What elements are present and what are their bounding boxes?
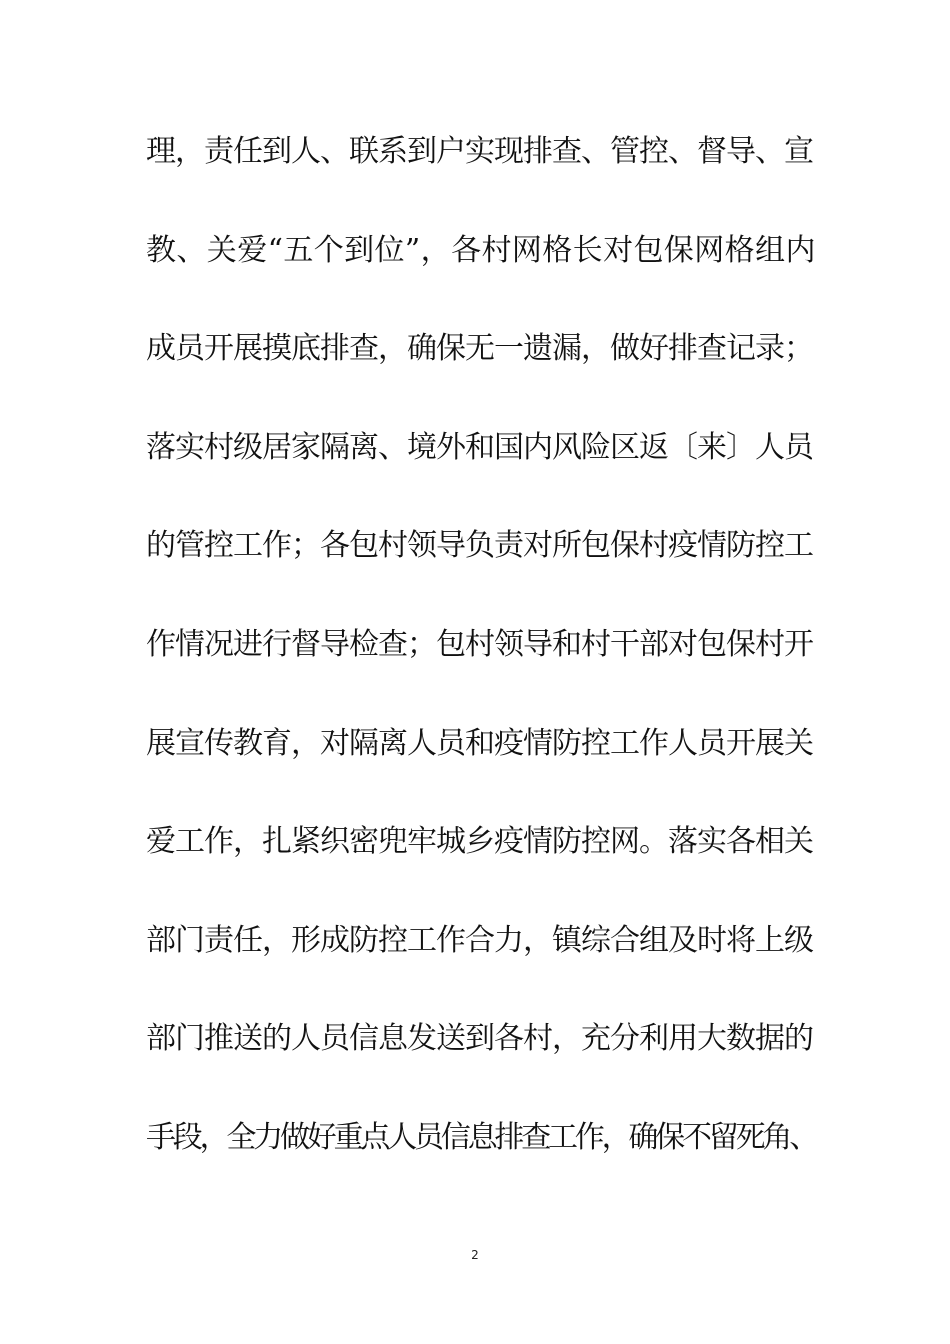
text-line-5: 的管控工作；各包村领导负责对所包保村疫情防控工	[146, 528, 813, 564]
text-line-7: 展宣传教育，对隔离人员和疫情防控工作人员开展关	[146, 725, 813, 761]
text-line-9: 部门责任，形成防控工作合力，镇综合组及时将上级	[146, 922, 813, 958]
text-line-4: 落实村级居家隔离、境外和国内风险区返〔来〕人员	[146, 429, 813, 465]
text-line-1: 理，责任到人、联系到户实现排查、管控、督导、宣	[146, 134, 813, 169]
text-line-6: 作情况进行督导检查；包村领导和村干部对包保村开	[146, 626, 813, 662]
text-line-3: 成员开展摸底排查，确保无一遗漏，做好排查记录；	[146, 331, 813, 367]
text-line-11: 手段，全力做好重点人员信息排查工作，确保不留死角、	[146, 1119, 816, 1155]
body-text	[146, 128, 816, 1213]
text-line-8: 爱工作，扎紧织密兜牢城乡疫情防控网。落实各相关	[146, 824, 813, 860]
text-line-10: 部门推送的人员信息发送到各村，充分利用大数据的	[146, 1021, 813, 1057]
text-line-2: 教、关爱“五个到位”，各村网格长对包保网格组内	[146, 232, 816, 268]
page-number: 2	[471, 1248, 479, 1262]
